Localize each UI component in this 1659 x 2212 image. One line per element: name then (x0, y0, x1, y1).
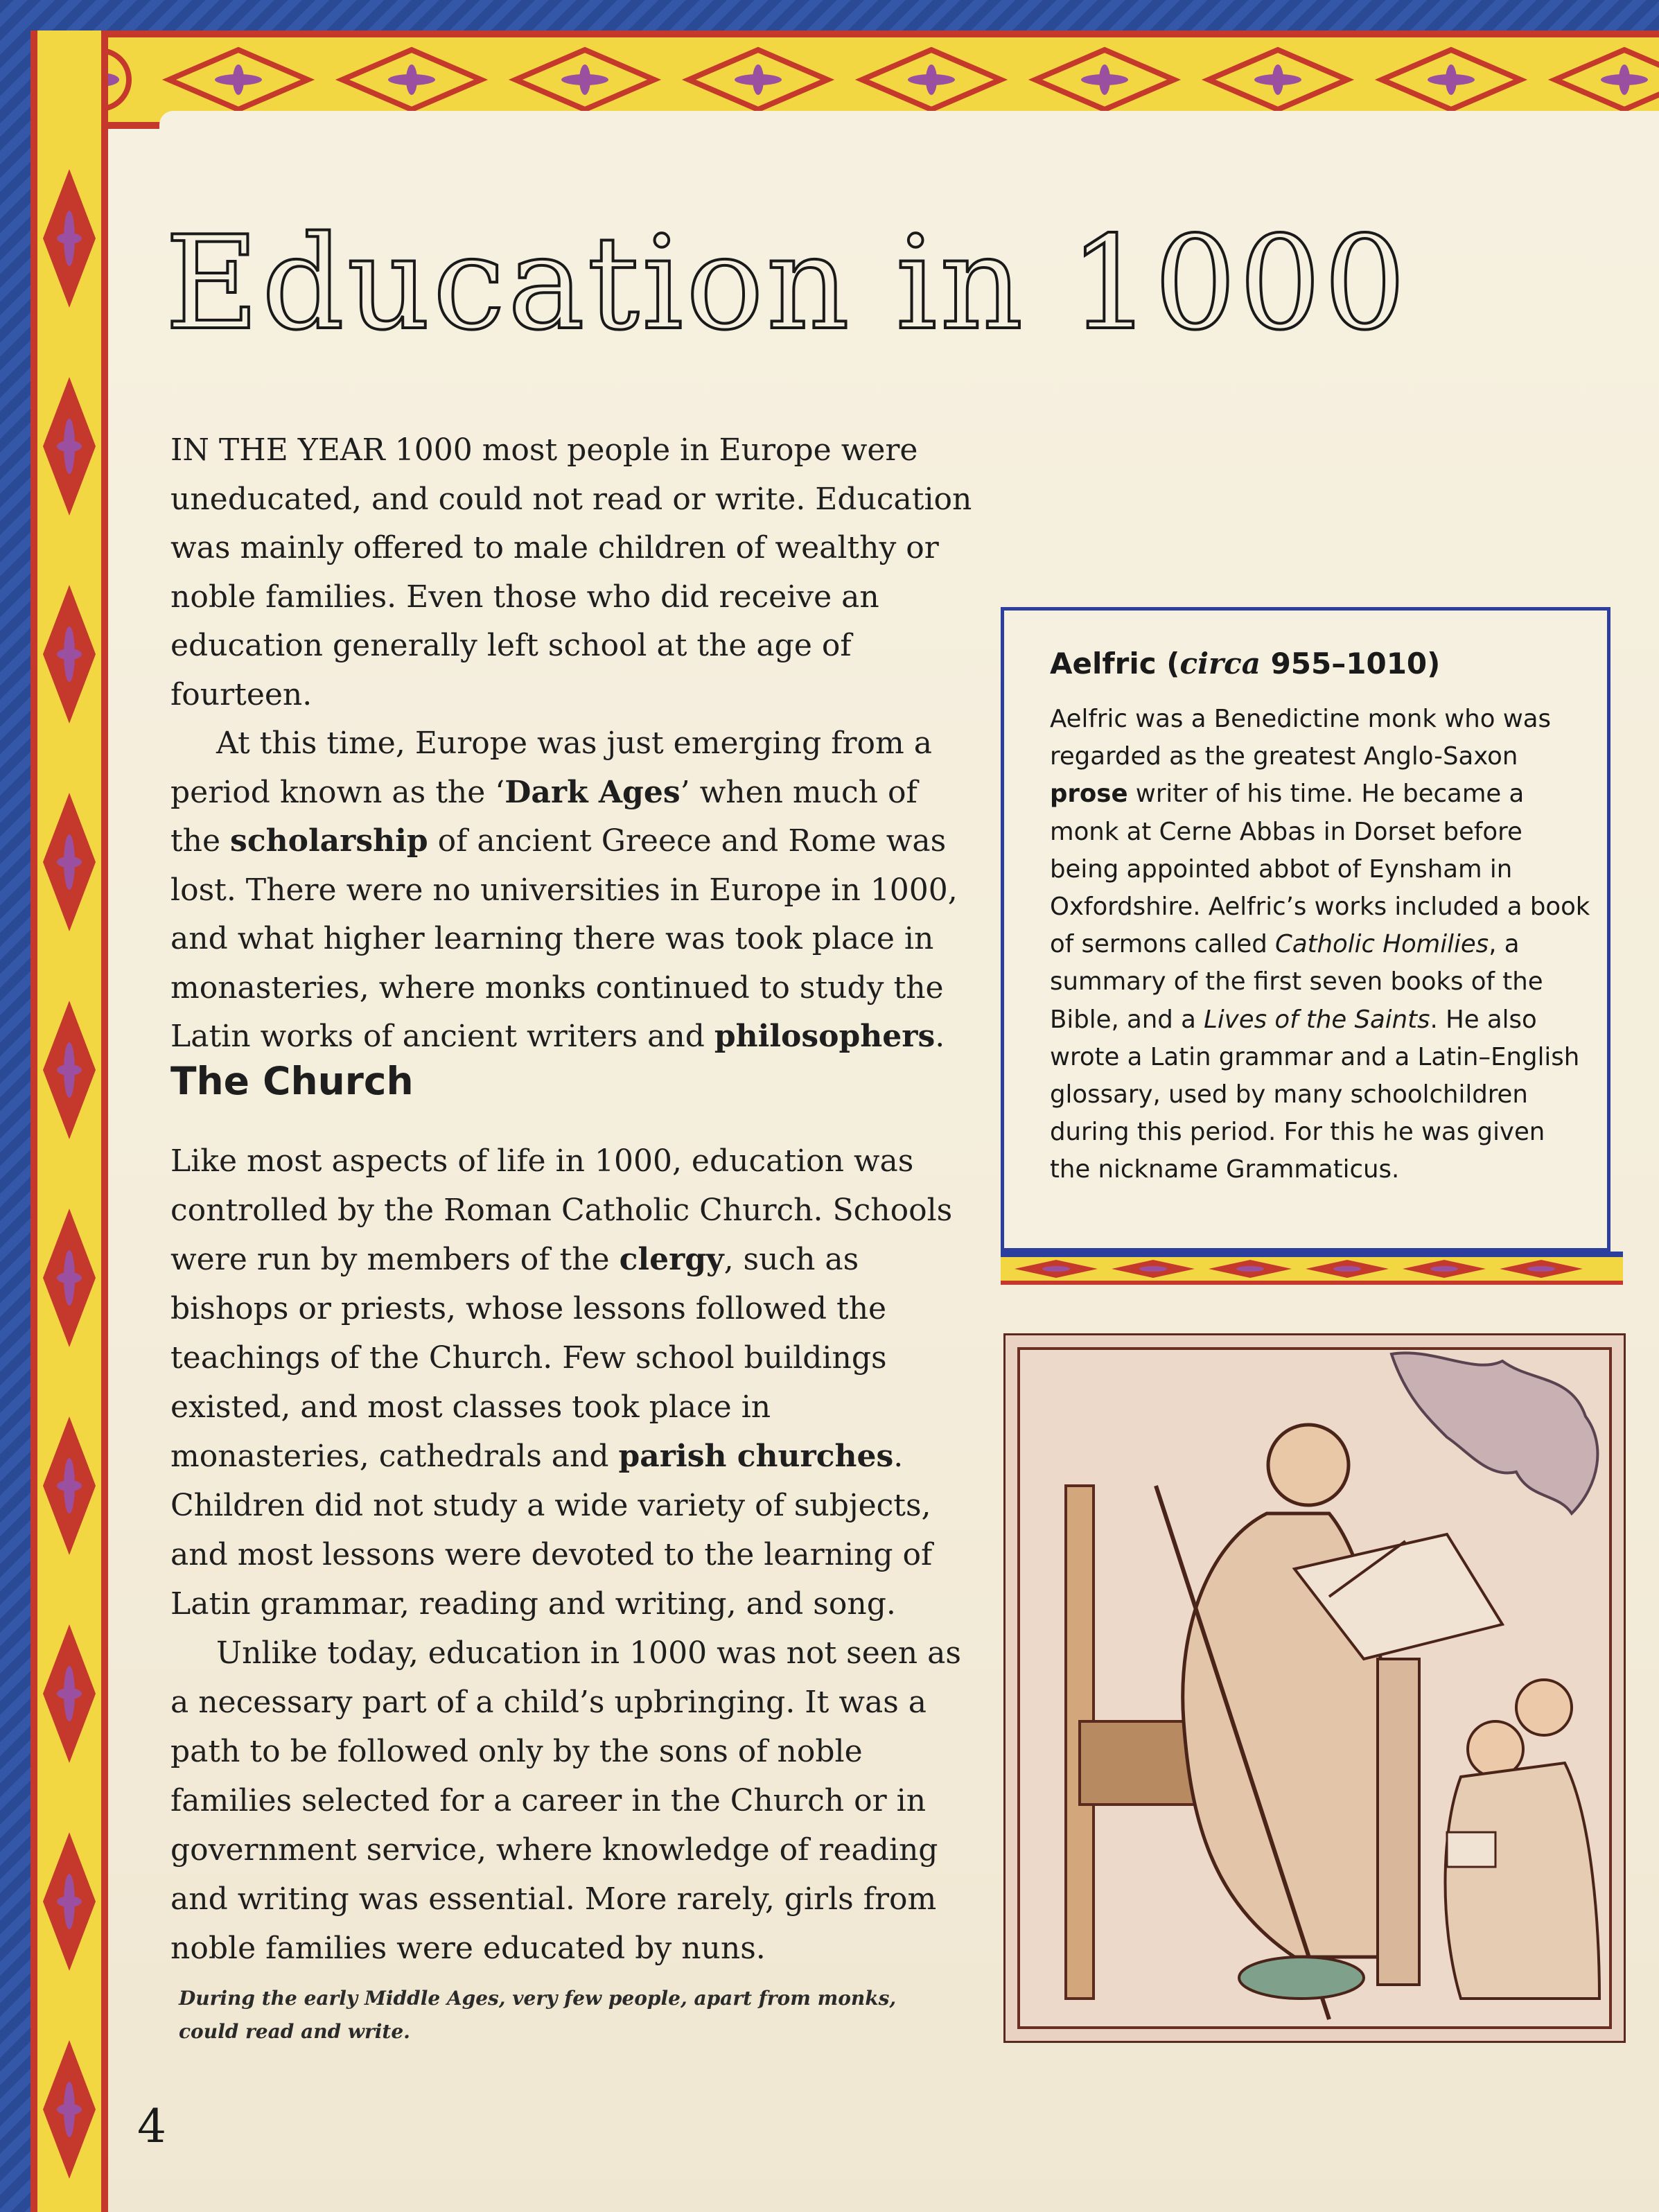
sidebar-text-3: , a summary of the first seven books of the Bible, and a (1050, 930, 1543, 1034)
sidebar-dates: 955–1010) (1270, 647, 1441, 681)
intro-p2-text-1: At this time, Europe was just emerging from a period known as the ‘ (170, 726, 932, 810)
book-catholic-homilies: Catholic Homilies (1275, 930, 1489, 959)
sidebar-text-1: Aelfric was a Benedictine monk who was regarded as the greatest Anglo-Saxon (1050, 705, 1552, 771)
term-philosophers: philosophers (714, 1019, 936, 1054)
top-border-pattern (30, 37, 1659, 122)
left-decorative-border (30, 30, 108, 2212)
left-border-pattern (37, 30, 101, 2212)
church-paragraph-2: Unlike today, education in 1000 was not seen as a necessary part of a child’s upbringing. It was a path to be followed only by the sons of noble families selected for a career in the Church or in government service, where knowledge of reading and writing was essential. More rarely, girls from noble families were educated by nuns. (170, 1635, 961, 1966)
student-head-2 (1516, 1680, 1572, 1735)
monk-head (1268, 1425, 1349, 1505)
footstool (1239, 1957, 1364, 1999)
intro-paragraph-1: IN THE YEAR 1000 most people in Europe were uneducated, and could not read or write. Education was mainly offered to male children of wealthy or noble families. Even those who did receive an education generally left school at the age of fourteen. (170, 432, 972, 712)
sidebar-border-pattern (1001, 1257, 1623, 1281)
sidebar-decorative-border (1001, 1252, 1623, 1285)
intro-p2-text-3: of ancient Greece and Rome was lost. There were no universities in Europe in 1000, and what higher learning there was took place in monasteries, where monks continued to study the Latin works of ancient writers and (170, 823, 958, 1054)
term-dark-ages: Dark Ages (504, 774, 681, 810)
term-clergy: clergy (619, 1242, 724, 1277)
sidebar-circa: circa (1179, 647, 1261, 681)
intro-text (170, 426, 974, 1062)
sidebar-name: Aelfric (1050, 647, 1157, 681)
monk-teaching-illustration (1003, 1333, 1626, 2043)
church-p1-text-3: . Children did not study a wide variety of subjects, and most lessons were devoted to the learning of Latin grammar, reading and writing, and song. (170, 1439, 933, 1622)
term-prose: prose (1050, 780, 1128, 809)
page-title: Education in 1000 (165, 208, 1409, 358)
aelfric-sidebar (1001, 607, 1610, 1252)
term-parish-churches: parish churches (618, 1439, 894, 1474)
sidebar-text-2: writer of his time. He became a monk at Cerne Abbas in Dorset before being appointed abbot of Eynsham in Oxfordshire. Aelfric’s works included a book of sermons called (1050, 780, 1590, 959)
church-paragraph-1 (170, 1136, 974, 1629)
sidebar-text-4: . He also wrote a Latin grammar and a Latin–English glossary, used by many schoolchildren during this period. For this he was given the nickname Grammaticus. (1050, 1005, 1580, 1184)
book-lives-of-the-saints: Lives of the Saints (1204, 1005, 1430, 1034)
page-number: 4 (137, 2100, 166, 2153)
church-p1-text-1: Like most aspects of life in 1000, education was controlled by the Roman Catholic Church. Schools were run by members of the (170, 1143, 953, 1277)
sidebar-heading: Aelfric (circa 955–1010) (1050, 647, 1441, 681)
term-scholarship: scholarship (230, 823, 428, 859)
student-book (1447, 1832, 1495, 1867)
desk-column (1378, 1659, 1419, 1985)
intro-p2-text-2: ’ when much of the (170, 774, 918, 859)
student-robes (1446, 1763, 1600, 1999)
intro-p2-text-4: . (935, 1019, 945, 1054)
illustration-caption: During the early Middle Ages, very few people, apart from monks, could read and write. (179, 1987, 897, 2043)
intro-paragraph-2 (170, 719, 974, 1062)
section-heading-church: The Church (170, 1059, 414, 1103)
sidebar-text (1050, 701, 1590, 1189)
church-text (170, 1136, 974, 1973)
church-p1-text-2: , such as bishops or priests, whose lessons followed the teachings of the Church. Few school buildings existed, and most classes took place in monasteries, cathedrals and (170, 1242, 887, 1474)
